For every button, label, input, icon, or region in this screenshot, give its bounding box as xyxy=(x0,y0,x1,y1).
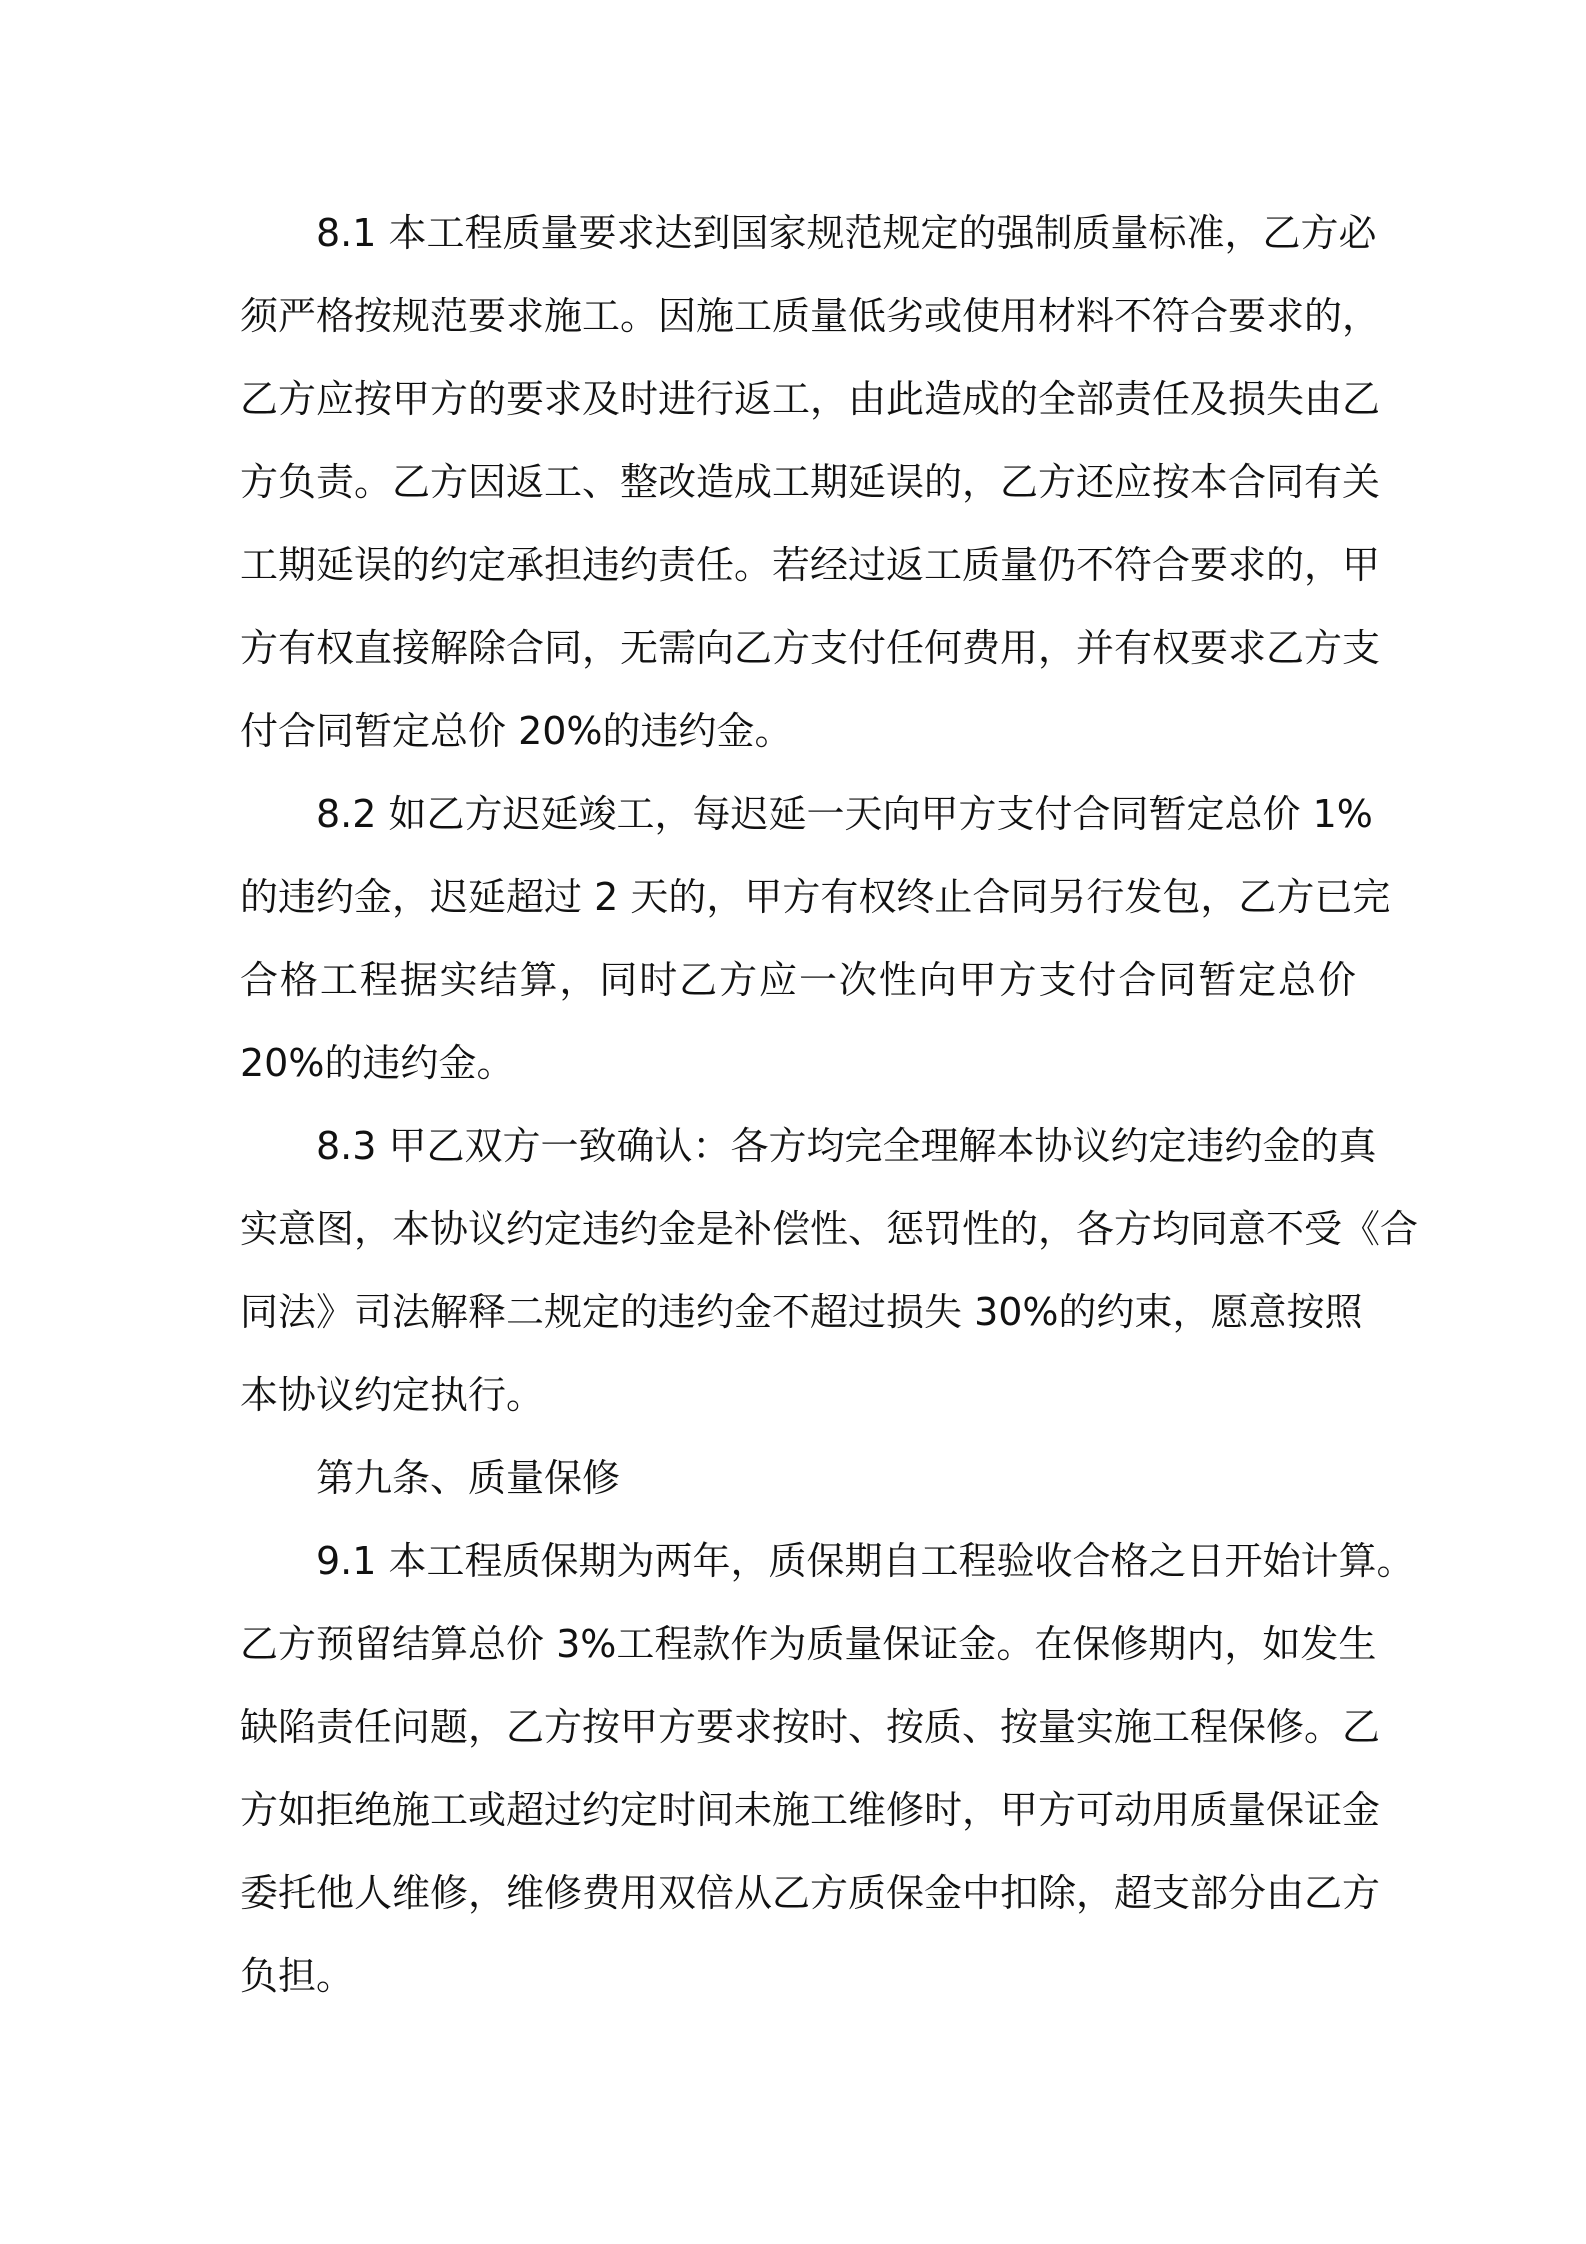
paragraph-line: 方如拒绝施工或超过约定时间未施工维修时，甲方可动用质量保证金 xyxy=(240,1788,1381,1832)
paragraph-line: 委托他人维修，维修费用双倍从乙方质保金中扣除，超支部分由乙方 xyxy=(240,1871,1381,1915)
paragraph-line: 8.2 如乙方迟延竣工，每迟延一天向甲方支付合同暂定总价 1% xyxy=(316,792,1373,836)
paragraph-9-1 xyxy=(240,1520,1415,2018)
paragraph-line: 实意图，本协议约定违约金是补偿性、惩罚性的，各方均同意不受《合 xyxy=(240,1207,1419,1251)
paragraph-line: 8.3 甲乙双方一致确认：各方均完全理解本协议约定违约金的真 xyxy=(316,1124,1377,1168)
paragraph-line: 同法》司法解释二规定的违约金不超过损失 30%的约束，愿意按照 xyxy=(240,1290,1363,1334)
paragraph-line: 工期延误的约定承担违约责任。若经过返工质量仍不符合要求的，甲 xyxy=(240,543,1381,587)
paragraph-8-1 xyxy=(240,192,1381,773)
paragraph-line: 须严格按规范要求施工。因施工质量低劣或使用材料不符合要求的， xyxy=(240,294,1381,338)
paragraph-line: 本协议约定执行。 xyxy=(240,1373,545,1417)
section-heading-9 xyxy=(240,1437,1356,1520)
paragraph-line: 方负责。乙方因返工、整改造成工期延误的，乙方还应按本合同有关 xyxy=(240,460,1381,504)
paragraph-line: 合格工程据实结算，同时乙方应一次性向甲方支付合同暂定总价 xyxy=(240,958,1356,1002)
paragraph-line: 缺陷责任问题，乙方按甲方要求按时、按质、按量实施工程保修。乙 xyxy=(240,1705,1381,1749)
paragraph-line: 8.1 本工程质量要求达到国家规范规定的强制质量标准，乙方必 xyxy=(316,211,1377,255)
section-heading: 第九条、质量保修 xyxy=(316,1456,621,1500)
paragraph-line: 乙方应按甲方的要求及时进行返工，由此造成的全部责任及损失由乙 xyxy=(240,377,1381,421)
paragraph-8-3 xyxy=(240,1105,1419,1437)
paragraph-8-2 xyxy=(240,773,1391,1105)
paragraph-line: 付合同暂定总价 20%的违约金。 xyxy=(240,709,793,753)
paragraph-line: 9.1 本工程质保期为两年，质保期自工程验收合格之日开始计算。 xyxy=(316,1539,1415,1583)
paragraph-line: 乙方预留结算总价 3%工程款作为质量保证金。在保修期内，如发生 xyxy=(240,1622,1377,1666)
paragraph-line: 方有权直接解除合同，无需向乙方支付任何费用，并有权要求乙方支 xyxy=(240,626,1381,670)
paragraph-line: 负担。 xyxy=(240,1954,355,1998)
paragraph-line: 的违约金，迟延超过 2 天的，甲方有权终止合同另行发包，乙方已完 xyxy=(240,875,1391,919)
paragraph-line: 20%的违约金。 xyxy=(240,1041,515,1085)
document-page xyxy=(240,192,1419,2018)
